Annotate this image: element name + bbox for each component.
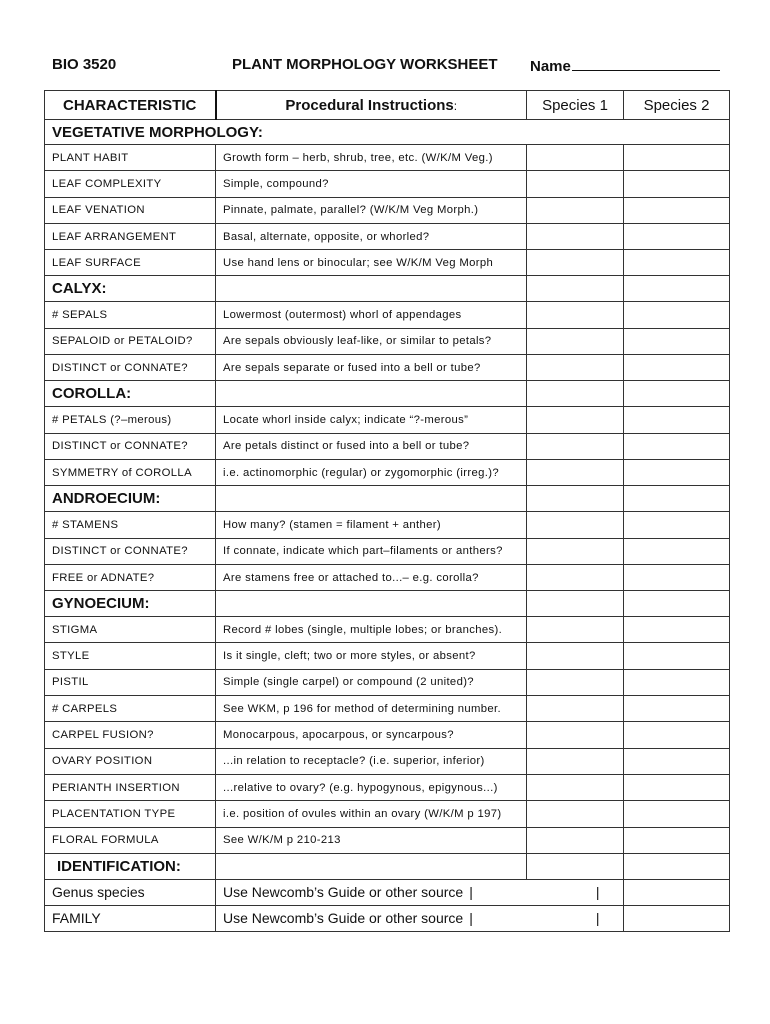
species2-cell[interactable] [624, 223, 730, 249]
species2-cell[interactable] [624, 853, 730, 879]
instruction-text [216, 328, 527, 354]
species1-cell[interactable] [527, 538, 624, 564]
species1-cell[interactable] [527, 564, 624, 590]
species2-cell[interactable] [624, 355, 730, 381]
gynoecium-row [45, 827, 730, 853]
species2-cell[interactable] [624, 538, 730, 564]
androecium-row [45, 512, 730, 538]
vegetative-row [45, 197, 730, 223]
species1-cell[interactable] [527, 591, 624, 617]
instruction-text [216, 171, 527, 197]
gynoecium-row [45, 669, 730, 695]
species1-cell[interactable] [527, 302, 624, 328]
instruction-label: If connate, indicate which part–filaments or anthers? [223, 545, 503, 558]
calyx-section-header [45, 276, 730, 302]
corolla-row [45, 459, 730, 485]
species2-cell[interactable] [624, 197, 730, 223]
species1-cell[interactable] [527, 197, 624, 223]
instruction-label: Locate whorl inside calyx; indicate “?-merous” [223, 414, 469, 427]
characteristic-label: # CARPELS [45, 696, 216, 722]
instruction-label: Is it single, cleft; two or more styles, or absent? [223, 650, 476, 663]
characteristic-label: PERIANTH INSERTION [45, 774, 216, 800]
gynoecium-row [45, 617, 730, 643]
instruction-text [216, 538, 527, 564]
corolla-row [45, 407, 730, 433]
instruction-text [216, 197, 527, 223]
species2-cell[interactable] [624, 801, 730, 827]
section-heading: COROLLA: [45, 381, 216, 407]
separator-bar: | [595, 884, 600, 901]
instruction-label: See W/K/M p 210-213 [223, 834, 341, 847]
species1-cell[interactable] [527, 407, 624, 433]
species2-cell[interactable] [624, 774, 730, 800]
corolla-section-header [45, 381, 730, 407]
instruction-text [216, 669, 527, 695]
species2-cell[interactable] [624, 905, 730, 931]
identification-row [45, 879, 730, 905]
species2-cell[interactable] [624, 696, 730, 722]
instruction-label: Are petals distinct or fused into a bell or tube? [223, 440, 470, 453]
instruction-text [216, 355, 527, 381]
section-blank-cell [216, 853, 527, 879]
characteristic-label: DISTINCT or CONNATE? [45, 538, 216, 564]
species2-cell[interactable] [624, 250, 730, 276]
characteristic-label: PISTIL [45, 669, 216, 695]
species1-cell[interactable] [527, 722, 624, 748]
instruction-text [216, 302, 527, 328]
instruction-label: Record # lobes (single, multiple lobes; or branches). [223, 623, 503, 636]
vegetative-row [45, 250, 730, 276]
instruction-text [216, 512, 527, 538]
species2-cell[interactable] [624, 302, 730, 328]
instruction-label: See WKM, p 196 for method of determining number. [223, 702, 502, 715]
species2-cell[interactable] [624, 145, 730, 171]
species2-cell[interactable] [624, 328, 730, 354]
gynoecium-row [45, 748, 730, 774]
species1-cell[interactable] [527, 328, 624, 354]
instruction-text[interactable] [216, 879, 624, 905]
species1-cell[interactable] [527, 748, 624, 774]
species2-cell[interactable] [624, 486, 730, 512]
gynoecium-section-header [45, 591, 730, 617]
instruction-text [216, 250, 527, 276]
species2-cell[interactable] [624, 643, 730, 669]
corolla-row [45, 433, 730, 459]
instruction-label: Simple, compound? [223, 177, 329, 190]
instruction-text [216, 643, 527, 669]
instruction-label: ...relative to ovary? (e.g. hypogynous, epigynous...) [223, 781, 498, 794]
androecium-row [45, 564, 730, 590]
vegetative-row [45, 171, 730, 197]
species1-cell[interactable] [527, 145, 624, 171]
course-code: BIO 3520 [52, 56, 117, 73]
instruction-text [216, 827, 527, 853]
species1-cell[interactable] [527, 276, 624, 302]
gynoecium-row [45, 774, 730, 800]
instruction-label: Are stamens free or attached to...– e.g. corolla? [223, 571, 479, 584]
vegetative-section-header [45, 120, 730, 145]
species1-cell[interactable] [527, 669, 624, 695]
instruction-text [216, 564, 527, 590]
species1-cell[interactable] [527, 223, 624, 249]
instruction-label: Use Newcomb’s Guide or other source [223, 884, 464, 901]
instruction-text [216, 407, 527, 433]
characteristic-label: LEAF SURFACE [45, 250, 216, 276]
species2-header: Species 2 [624, 91, 730, 120]
characteristic-label: STIGMA [45, 617, 216, 643]
species1-cell[interactable] [527, 355, 624, 381]
instruction-text [216, 459, 527, 485]
characteristic-header: CHARACTERISTIC [45, 91, 216, 120]
species1-cell[interactable] [527, 696, 624, 722]
characteristic-label: PLACENTATION TYPE [45, 801, 216, 827]
characteristic-label: # PETALS (?–merous) [45, 407, 216, 433]
species2-cell[interactable] [624, 407, 730, 433]
calyx-row [45, 328, 730, 354]
section-blank-cell [216, 276, 527, 302]
gynoecium-row [45, 801, 730, 827]
identification-section-header [45, 853, 730, 879]
instruction-label: How many? (stamen = filament + anther) [223, 518, 441, 531]
instruction-label: Lowermost (outermost) whorl of appendages [223, 309, 462, 322]
characteristic-label: Genus species [45, 879, 216, 905]
characteristic-label: SYMMETRY of COROLLA [45, 459, 216, 485]
instruction-label: Basal, alternate, opposite, or whorled? [223, 230, 430, 243]
characteristic-label: # STAMENS [45, 512, 216, 538]
vegetative-row [45, 145, 730, 171]
instruction-label: Use hand lens or binocular; see W/K/M Veg Morph [223, 256, 494, 269]
species1-cell[interactable] [527, 827, 624, 853]
species2-cell[interactable] [624, 276, 730, 302]
species1-cell[interactable] [527, 171, 624, 197]
characteristic-label: SEPALOID or PETALOID? [45, 328, 216, 354]
characteristic-label: FAMILY [45, 905, 216, 931]
androecium-section-header [45, 486, 730, 512]
section-heading: CALYX: [45, 276, 216, 302]
gynoecium-row [45, 696, 730, 722]
characteristic-label: # SEPALS [45, 302, 216, 328]
characteristic-label: STYLE [45, 643, 216, 669]
instruction-text [216, 801, 527, 827]
section-heading: VEGETATIVE MORPHOLOGY: [45, 120, 730, 145]
species2-cell[interactable] [624, 459, 730, 485]
characteristic-label: DISTINCT or CONNATE? [45, 355, 216, 381]
species2-cell[interactable] [624, 512, 730, 538]
species1-cell[interactable] [527, 433, 624, 459]
characteristic-label: DISTINCT or CONNATE? [45, 433, 216, 459]
species2-cell[interactable] [624, 591, 730, 617]
instruction-text [216, 696, 527, 722]
characteristic-label: FREE or ADNATE? [45, 564, 216, 590]
section-heading: GYNOECIUM: [45, 591, 216, 617]
separator-bar: | [469, 884, 473, 901]
instruction-text [216, 617, 527, 643]
instruction-text [216, 433, 527, 459]
worksheet-table [44, 90, 730, 932]
species2-cell[interactable] [624, 722, 730, 748]
instruction-label: Are sepals obviously leaf-like, or similar to petals? [223, 335, 492, 348]
instruction-text [216, 774, 527, 800]
androecium-row [45, 538, 730, 564]
instruction-text[interactable] [216, 905, 624, 931]
vegetative-row [45, 223, 730, 249]
instruction-label: Are sepals separate or fused into a bell or tube? [223, 361, 481, 374]
species2-cell[interactable] [624, 748, 730, 774]
species1-cell[interactable] [527, 801, 624, 827]
section-blank-cell [216, 486, 527, 512]
column-header-row [45, 91, 730, 120]
instruction-text [216, 748, 527, 774]
worksheet-title: PLANT MORPHOLOGY WORKSHEET [232, 56, 498, 73]
gynoecium-row [45, 643, 730, 669]
calyx-row [45, 355, 730, 381]
species2-cell[interactable] [624, 381, 730, 407]
species1-cell[interactable] [527, 381, 624, 407]
species2-cell[interactable] [624, 617, 730, 643]
species2-cell[interactable] [624, 171, 730, 197]
species2-cell[interactable] [624, 669, 730, 695]
name-label: Name [530, 58, 571, 75]
species2-cell[interactable] [624, 564, 730, 590]
section-blank-cell [216, 381, 527, 407]
section-heading: ANDROECIUM: [45, 486, 216, 512]
instructions-header-text: Procedural Instructions [285, 96, 454, 114]
instructions-header [216, 91, 527, 120]
gynoecium-row [45, 722, 730, 748]
species1-cell[interactable] [527, 853, 624, 879]
species1-cell[interactable] [527, 617, 624, 643]
instruction-label: Pinnate, palmate, parallel? (W/K/M Veg Morph.) [223, 204, 479, 217]
instruction-label: i.e. actinomorphic (regular) or zygomorphic (irreg.)? [223, 466, 499, 479]
species1-cell[interactable] [527, 459, 624, 485]
species1-cell[interactable] [527, 643, 624, 669]
species1-header: Species 1 [527, 91, 624, 120]
species1-cell[interactable] [527, 486, 624, 512]
instruction-label: i.e. position of ovules within an ovary (W/K/M p 197) [223, 807, 502, 820]
instruction-label: Monocarpous, apocarpous, or syncarpous? [223, 728, 454, 741]
calyx-row [45, 302, 730, 328]
species1-cell[interactable] [527, 512, 624, 538]
instructions-header-colon: : [453, 98, 458, 113]
instruction-text [216, 223, 527, 249]
species2-cell[interactable] [624, 433, 730, 459]
characteristic-label: FLORAL FORMULA [45, 827, 216, 853]
name-blank-line[interactable] [572, 56, 720, 71]
section-blank-cell [216, 591, 527, 617]
characteristic-label: CARPEL FUSION? [45, 722, 216, 748]
characteristic-label: OVARY POSITION [45, 748, 216, 774]
species2-cell[interactable] [624, 827, 730, 853]
characteristic-label: LEAF VENATION [45, 197, 216, 223]
separator-bar: | [469, 910, 473, 927]
instruction-label: ...in relation to receptacle? (i.e. superior, inferior) [223, 755, 485, 768]
characteristic-label: PLANT HABIT [45, 145, 216, 171]
instruction-text [216, 722, 527, 748]
species2-cell[interactable] [624, 879, 730, 905]
separator-bar: | [595, 910, 600, 927]
species1-cell[interactable] [527, 250, 624, 276]
instruction-label: Growth form – herb, shrub, tree, etc. (W/K/M Veg.) [223, 151, 493, 164]
species1-cell[interactable] [527, 774, 624, 800]
section-heading: IDENTIFICATION: [45, 853, 216, 879]
instruction-label: Simple (single carpel) or compound (2 united)? [223, 676, 474, 689]
characteristic-label: LEAF ARRANGEMENT [45, 223, 216, 249]
name-field[interactable] [530, 56, 720, 75]
identification-row [45, 905, 730, 931]
instruction-text [216, 145, 527, 171]
instruction-label: Use Newcomb’s Guide or other source [223, 910, 464, 927]
characteristic-label: LEAF COMPLEXITY [45, 171, 216, 197]
